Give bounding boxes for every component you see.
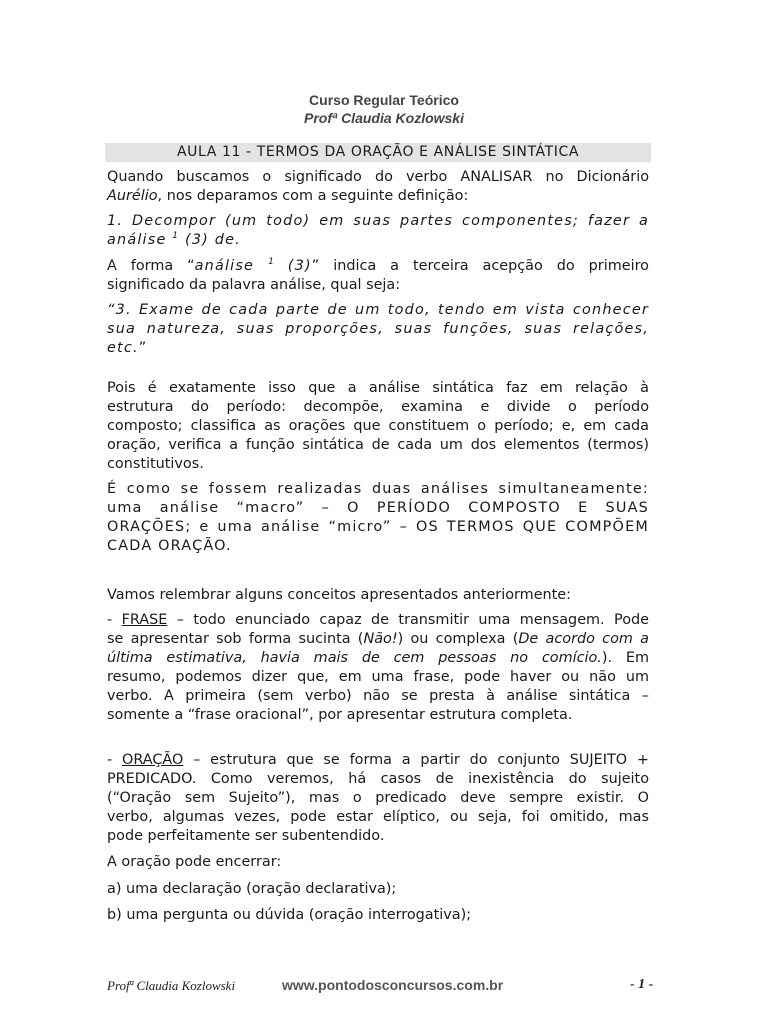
oracao-term: ORAÇÃO — [122, 752, 184, 768]
form-line-2: significado da palavra análise, qual seja: — [107, 277, 401, 293]
definition-1-line-1: 1. Decompor (um todo) em suas partes componentes; fazer a — [107, 213, 649, 229]
syntax-paragraph — [107, 379, 649, 474]
oracao-dash: - — [107, 752, 123, 768]
frase-example-short: Não! — [363, 631, 398, 647]
oracao-paragraph — [107, 751, 649, 846]
oracao-line-5: pode perfeitamente ser subentendido. — [107, 828, 385, 844]
frase-line-6: somente a “frase oracional”, por apresentar estrutura completa. — [107, 707, 573, 723]
intro-line-2: , nos deparamos com a seguinte definição: — [157, 188, 469, 204]
footer-site-link[interactable]: www.pontodosconcursos.com.br — [282, 977, 504, 993]
syntax-line-2: estrutura do período: decompõe, examina e divide o período — [107, 399, 649, 415]
form-line-1: ” indica a terceira acepção do primeiro — [311, 258, 649, 274]
definition-3-line-3: etc. — [107, 340, 139, 356]
oracao-line-3: (“Oração sem Sujeito”), mas o predicado deve sempre existir. O — [107, 790, 649, 806]
teacher-name: Profª Claudia Kozlowski — [304, 110, 464, 126]
recall-line: Vamos relembrar alguns conceitos apresentados anteriormente: — [107, 587, 572, 603]
list-item-b: b) uma pergunta ou dúvida (oração interrogativa); — [107, 907, 472, 923]
frase-line-3: ). Em — [601, 650, 650, 666]
syntax-line-3: composto; classifica as orações que constituem o período; e, em cada — [107, 418, 649, 434]
frase-line-1: – todo enunciado capaz de transmitir uma mensagem. Pode — [167, 612, 649, 628]
analysis-paragraph — [107, 480, 649, 556]
form-paragraph — [107, 257, 649, 295]
intro-line-1: Quando buscamos o significado do verbo ANALISAR no Dicionário — [107, 169, 649, 185]
dictionary-name: Aurélio — [107, 188, 158, 204]
syntax-line-1: Pois é exatamente isso que a análise sintática faz em relação à — [107, 380, 649, 396]
frase-paragraph — [107, 611, 649, 725]
course-title: Curso Regular Teórico — [309, 92, 459, 108]
form-quote-open: A forma “ — [107, 258, 195, 274]
analysis-line-2: uma análise “macro” – O PERÍODO COMPOSTO E SUAS — [107, 500, 649, 516]
footer-page-number: - 1 - — [630, 977, 654, 992]
oracao-line-4: verbo, algumas vezes, pode estar elíptico, ou seja, foi omitido, mas — [107, 809, 649, 825]
intro-paragraph — [107, 168, 649, 206]
definition-3-quote-close: ” — [138, 340, 148, 356]
recall-paragraph — [107, 586, 649, 605]
sentence-types-intro — [107, 853, 649, 872]
definition-1 — [107, 212, 649, 250]
definition-1-word: análise — [107, 232, 167, 248]
frase-line-2b: ) ou complexa ( — [397, 631, 519, 647]
frase-line-2: se apresentar sob forma sucinta ( — [107, 631, 364, 647]
definition-3-line-2: sua natureza, suas proporções, suas funções, suas relações, — [107, 321, 649, 337]
syntax-line-5: constitutivos. — [107, 456, 204, 472]
frase-example-long-1: De acordo com a — [518, 631, 649, 647]
syntax-line-4: oração, verifica a função sintática de cada um dos elementos (termos) — [107, 437, 649, 453]
sentence-types-list-b — [107, 906, 649, 925]
analysis-line-4: CADA ORAÇÃO. — [107, 538, 232, 554]
lesson-title: AULA 11 - TERMOS DA ORAÇÃO E ANÁLISE SINTÁTICA — [176, 144, 580, 160]
analysis-line-1: É como se fossem realizadas duas análises simultaneamente: — [107, 481, 649, 497]
form-footnote-ref: 1 — [268, 257, 274, 267]
frase-line-4: resumo, podemos dizer que, em uma frase, pode haver ou não um — [107, 669, 649, 685]
frase-line-5: verbo. A primeira (sem verbo) não se presta à análise sintática – — [107, 688, 649, 704]
definition-3 — [107, 301, 649, 358]
oracao-line-1: – estrutura que se forma a partir do conjunto SUJEITO + — [183, 752, 649, 768]
form-word: análise — [194, 258, 255, 274]
oracao-line-2: PREDICADO. Como veremos, há casos de inexistência do sujeito — [107, 771, 649, 787]
definition-3-line-1: “3. Exame de cada parte de um todo, tendo em vista conhecer — [107, 302, 649, 318]
form-sense: (3) — [287, 258, 312, 274]
frase-term: FRASE — [121, 612, 168, 628]
definition-1-line-2: (3) de. — [185, 232, 241, 248]
frase-example-long-2: última estimativa, havia mais de cem pessoas no comício. — [107, 650, 602, 666]
frase-dash: - — [107, 612, 122, 628]
footer-author: Profª Claudia Kozlowski — [107, 978, 236, 993]
list-item-a: a) uma declaração (oração declarativa); — [107, 881, 397, 897]
footnote-ref: 1 — [172, 231, 180, 241]
sentence-types-list — [107, 880, 649, 899]
sentence-types-line: A oração pode encerrar: — [107, 854, 282, 870]
analysis-line-3: ORAÇÕES; e uma análise “micro” – OS TERMOS QUE COMPÕEM — [107, 519, 649, 535]
